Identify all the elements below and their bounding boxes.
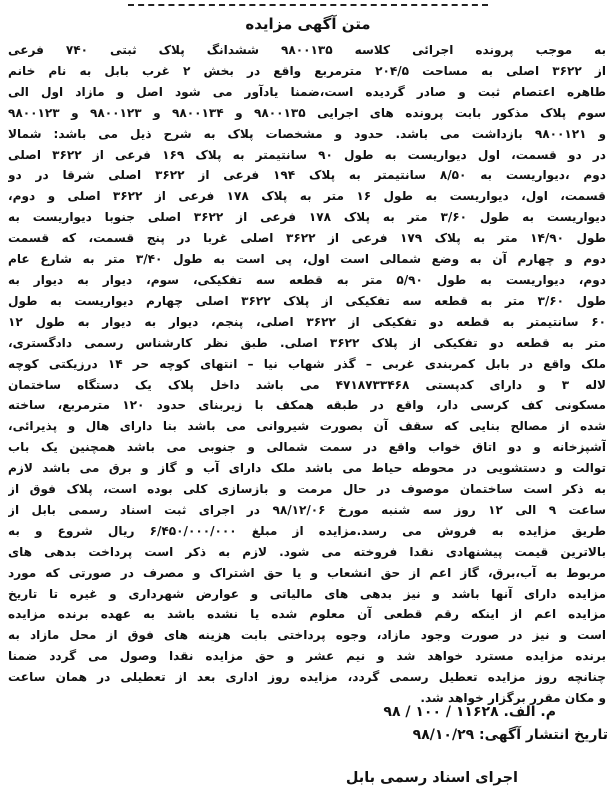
notice-title: متن آگهی مزایده bbox=[245, 15, 371, 33]
notice-line: برنده مزایده مسترد خواهد شد و نیم عشر و حق مزایده نقدا وصول می گردد ضمنا bbox=[8, 649, 606, 664]
notice-line: شده از مصالح بنایی که سقف آن بصورت شیروانی می باشد بنا دارای هال و پذیرائی، bbox=[8, 419, 606, 434]
notice-line: ملک واقع در بابل کمربندی غربی – گذر شهاب نیا – انتهای کوچه حر ۱۴ درزیکتی کوچه bbox=[8, 356, 606, 371]
notice-line: ۶۰ سانتیمتر به قطعه دو تفکیکی از ۳۶۲۲ اصلی، پنجم، دیوار به دیوار به طول ۱۲ bbox=[8, 314, 606, 329]
publication-date: تاریخ انتشار آگهی: ۹۸/۱۰/۲۹ bbox=[412, 727, 608, 743]
reference-number: م. الف. ۱۱۶۲۸ / ۱۰۰ / ۹۸ bbox=[383, 704, 556, 720]
notice-line: آشپزخانه و دو اتاق خواب واقع در سمت شمالی و جنوبی می باشد همچنین یک باب bbox=[8, 440, 606, 455]
notice-line: دوم، دیواریست به طول ۵/۹۰ متر به قطعه سه تفکیکی، سوم، دیوار به دیوار به bbox=[8, 272, 606, 287]
notice-line: مسکونی کف کرسی دار، واقع در طبقه همکف با زیربنای حدود ۱۲۰ مترمربع، ساخته bbox=[8, 398, 606, 413]
notice-body bbox=[8, 40, 606, 709]
notice-line: قسمت، اول، دیواریست به طول ۱۶ متر به پلاک ۱۷۸ فرعی از ۳۶۲۲ اصلی و دوم، bbox=[8, 189, 606, 204]
notice-line: دیواریست به طول ۳/۶۰ متر به پلاک ۱۷۸ فرعی از ۳۶۲۲ اصلی جنوبا دیواریست به bbox=[8, 210, 606, 225]
notice-line: چنانچه روز مزایده تعطیل رسمی گردد، مزایده روز اداری بعد از تعطیلی در همان ساعت bbox=[8, 670, 606, 685]
notice-line: مزایده دارای آنها باشد و نیز بدهی های مالیاتی و عوارض شهرداری و غیره تا تاریخ bbox=[8, 586, 606, 601]
notice-line: طریق مزایده به فروش می رسد.مزایده از مبلغ ۶/۴۵۰/۰۰۰/۰۰۰ ریال شروع و به bbox=[8, 523, 606, 538]
notice-line: توالت و دستشویی در محوطه حیاط می باشد ملک دارای آب و گاز و برق می باشد لازم bbox=[8, 461, 606, 476]
notice-line: دوم ،دیواریست به ۸/۵۰ سانتیمتر به پلاک ۱۹۴ فرعی از ۳۶۲۲ اصلی شرقا در دو bbox=[8, 168, 606, 183]
notice-line: به ذکر است ساختمان موصوف در حال مرمت و بازسازی کلی بوده است، پلاک فوق از bbox=[8, 482, 606, 497]
notice-line: طول ۳/۶۰ متر به قطعه سه تفکیکی از پلاک ۳۶۲۲ اصلی چهارم دیواریست به طول bbox=[8, 293, 606, 308]
notice-line: ساعت ۹ الی ۱۲ روز سه شنبه مورخ ۹۸/۱۲/۰۶ در اجرای ثبت اسناد رسمی بابل از bbox=[8, 502, 606, 517]
notice-line: و مکان مقرر برگزار خواهد شد. bbox=[420, 691, 606, 706]
notice-line: از ۳۶۲۲ اصلی به مساحت ۲۰۴/۵ مترمربع واقع در بخش ۲ غرب بابل به نام خانم bbox=[8, 63, 606, 78]
notice-line: بالاترین قیمت پیشنهادی نقدا فروخته می شود. لازم به ذکر است پرداخت بدهی های bbox=[8, 544, 606, 559]
notice-line: طاهره اعتصام ثبت و صادر گردیده است،ضمنا یادآور می شود اصل و مازاد اول الی bbox=[8, 84, 606, 99]
notice-line: لاله ۳ و دارای کدپستی ۴۷۱۸۷۳۳۴۶۸ می باشد داخل پلاک یک دستگاه ساختمان bbox=[8, 377, 606, 392]
top-dashed-divider bbox=[128, 4, 488, 6]
notice-line: مزایده اعم از اینکه رقم قطعی آن معلوم شده یا نشده باشد به عهده برنده مزایده bbox=[8, 607, 606, 622]
notice-line: در دو قسمت، اول دیواریست به طول ۹۰ سانتیمتر به پلاک ۱۶۹ فرعی از ۳۶۲۲ اصلی bbox=[8, 147, 606, 162]
notice-line: متر به قطعه دو تفکیکی از پلاک ۳۶۲۲ اصلی. طبق نظر کارشناس رسمی دادگستری، bbox=[8, 335, 606, 350]
notice-line: مربوط به آب،برق، گاز اعم از حق انشعاب و یا حق اشتراک و مصرف در صورتی که مورد bbox=[8, 565, 606, 580]
notice-line: به موجب پرونده اجرائی کلاسه ۹۸۰۰۱۳۵ ششدانگ پلاک ثبتی ۷۴۰ فرعی bbox=[8, 43, 606, 57]
notice-line: سوم پلاک مذکور بابت پرونده های اجرایی ۹۸۰۰۱۳۵ و ۹۸۰۰۱۳۴ و ۹۸۰۰۱۲۳ و ۹۸۰۰۱۲۳ bbox=[8, 105, 606, 120]
notice-line: است و نیز در صورت وجود مازاد، وجوه پرداختی بابت هزینه های فوق از محل مازاد به bbox=[8, 628, 606, 643]
issuing-agency: اجرای اسناد رسمی بابل bbox=[345, 770, 518, 786]
notice-line: و ۹۸۰۰۱۲۱ بازداشت می باشد. حدود و مشخصات پلاک به شرح ذیل می باشد: شمالا bbox=[8, 126, 606, 141]
notice-line: دوم و چهارم آن به وضع شمالی است اول، پی است به طول ۳/۴۰ متر به شارع عام bbox=[8, 252, 606, 267]
notice-line: طول ۱۴/۹۰ متر به پلاک ۱۷۹ فرعی از ۳۶۲۲ اصلی غربا در پنج قسمت، که قسمت bbox=[8, 231, 606, 246]
